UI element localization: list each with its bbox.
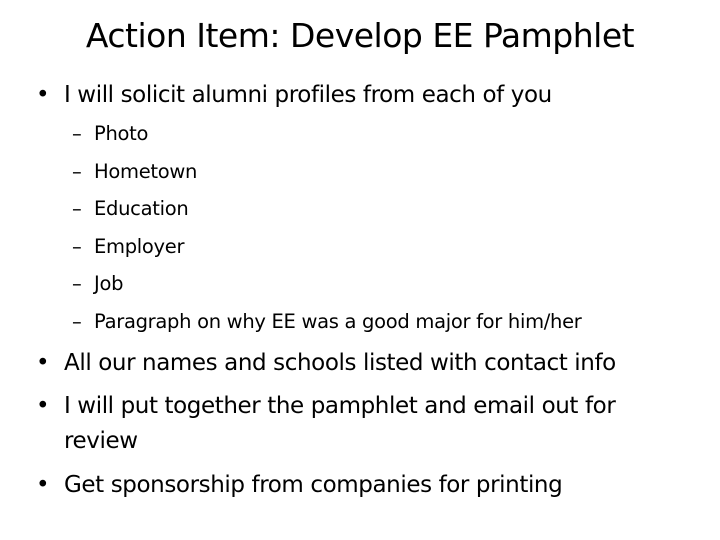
- sub-item: [72, 121, 148, 147]
- bullet-text-continuation: review: [64, 428, 138, 454]
- sub-item-text: Hometown: [94, 160, 198, 183]
- slide-title: Action Item: Develop EE Pamphlet: [85, 16, 635, 55]
- dash-marker: –: [72, 272, 82, 295]
- bullet-marker: •: [36, 350, 50, 376]
- sub-item-text: Job: [94, 272, 124, 295]
- dash-marker: –: [72, 197, 82, 220]
- dash-marker: –: [72, 310, 82, 333]
- bullet-text: All our names and schools listed with contact info: [64, 350, 616, 376]
- bullet-text: Get sponsorship from companies for printing: [64, 472, 563, 498]
- sub-item: [72, 271, 123, 297]
- dash-marker: –: [72, 160, 82, 183]
- bullet-marker: •: [36, 82, 50, 108]
- bullet-text: I will solicit alumni profiles from each of you: [64, 82, 552, 108]
- sub-item-text: Paragraph on why EE was a good major for him/her: [94, 310, 582, 333]
- sub-item-text: Employer: [94, 235, 185, 258]
- sub-item-text: Photo: [94, 122, 149, 145]
- dash-marker: –: [72, 235, 82, 258]
- bullet-marker: •: [36, 393, 50, 419]
- sub-item-text: Education: [94, 197, 189, 220]
- dash-marker: –: [72, 122, 82, 145]
- sub-item: [72, 309, 582, 335]
- sub-item: [72, 196, 188, 222]
- sub-item: [72, 159, 197, 185]
- bullet-marker: •: [36, 472, 50, 498]
- bullet-text: I will put together the pamphlet and email out for: [64, 393, 616, 419]
- sub-item: [72, 234, 184, 260]
